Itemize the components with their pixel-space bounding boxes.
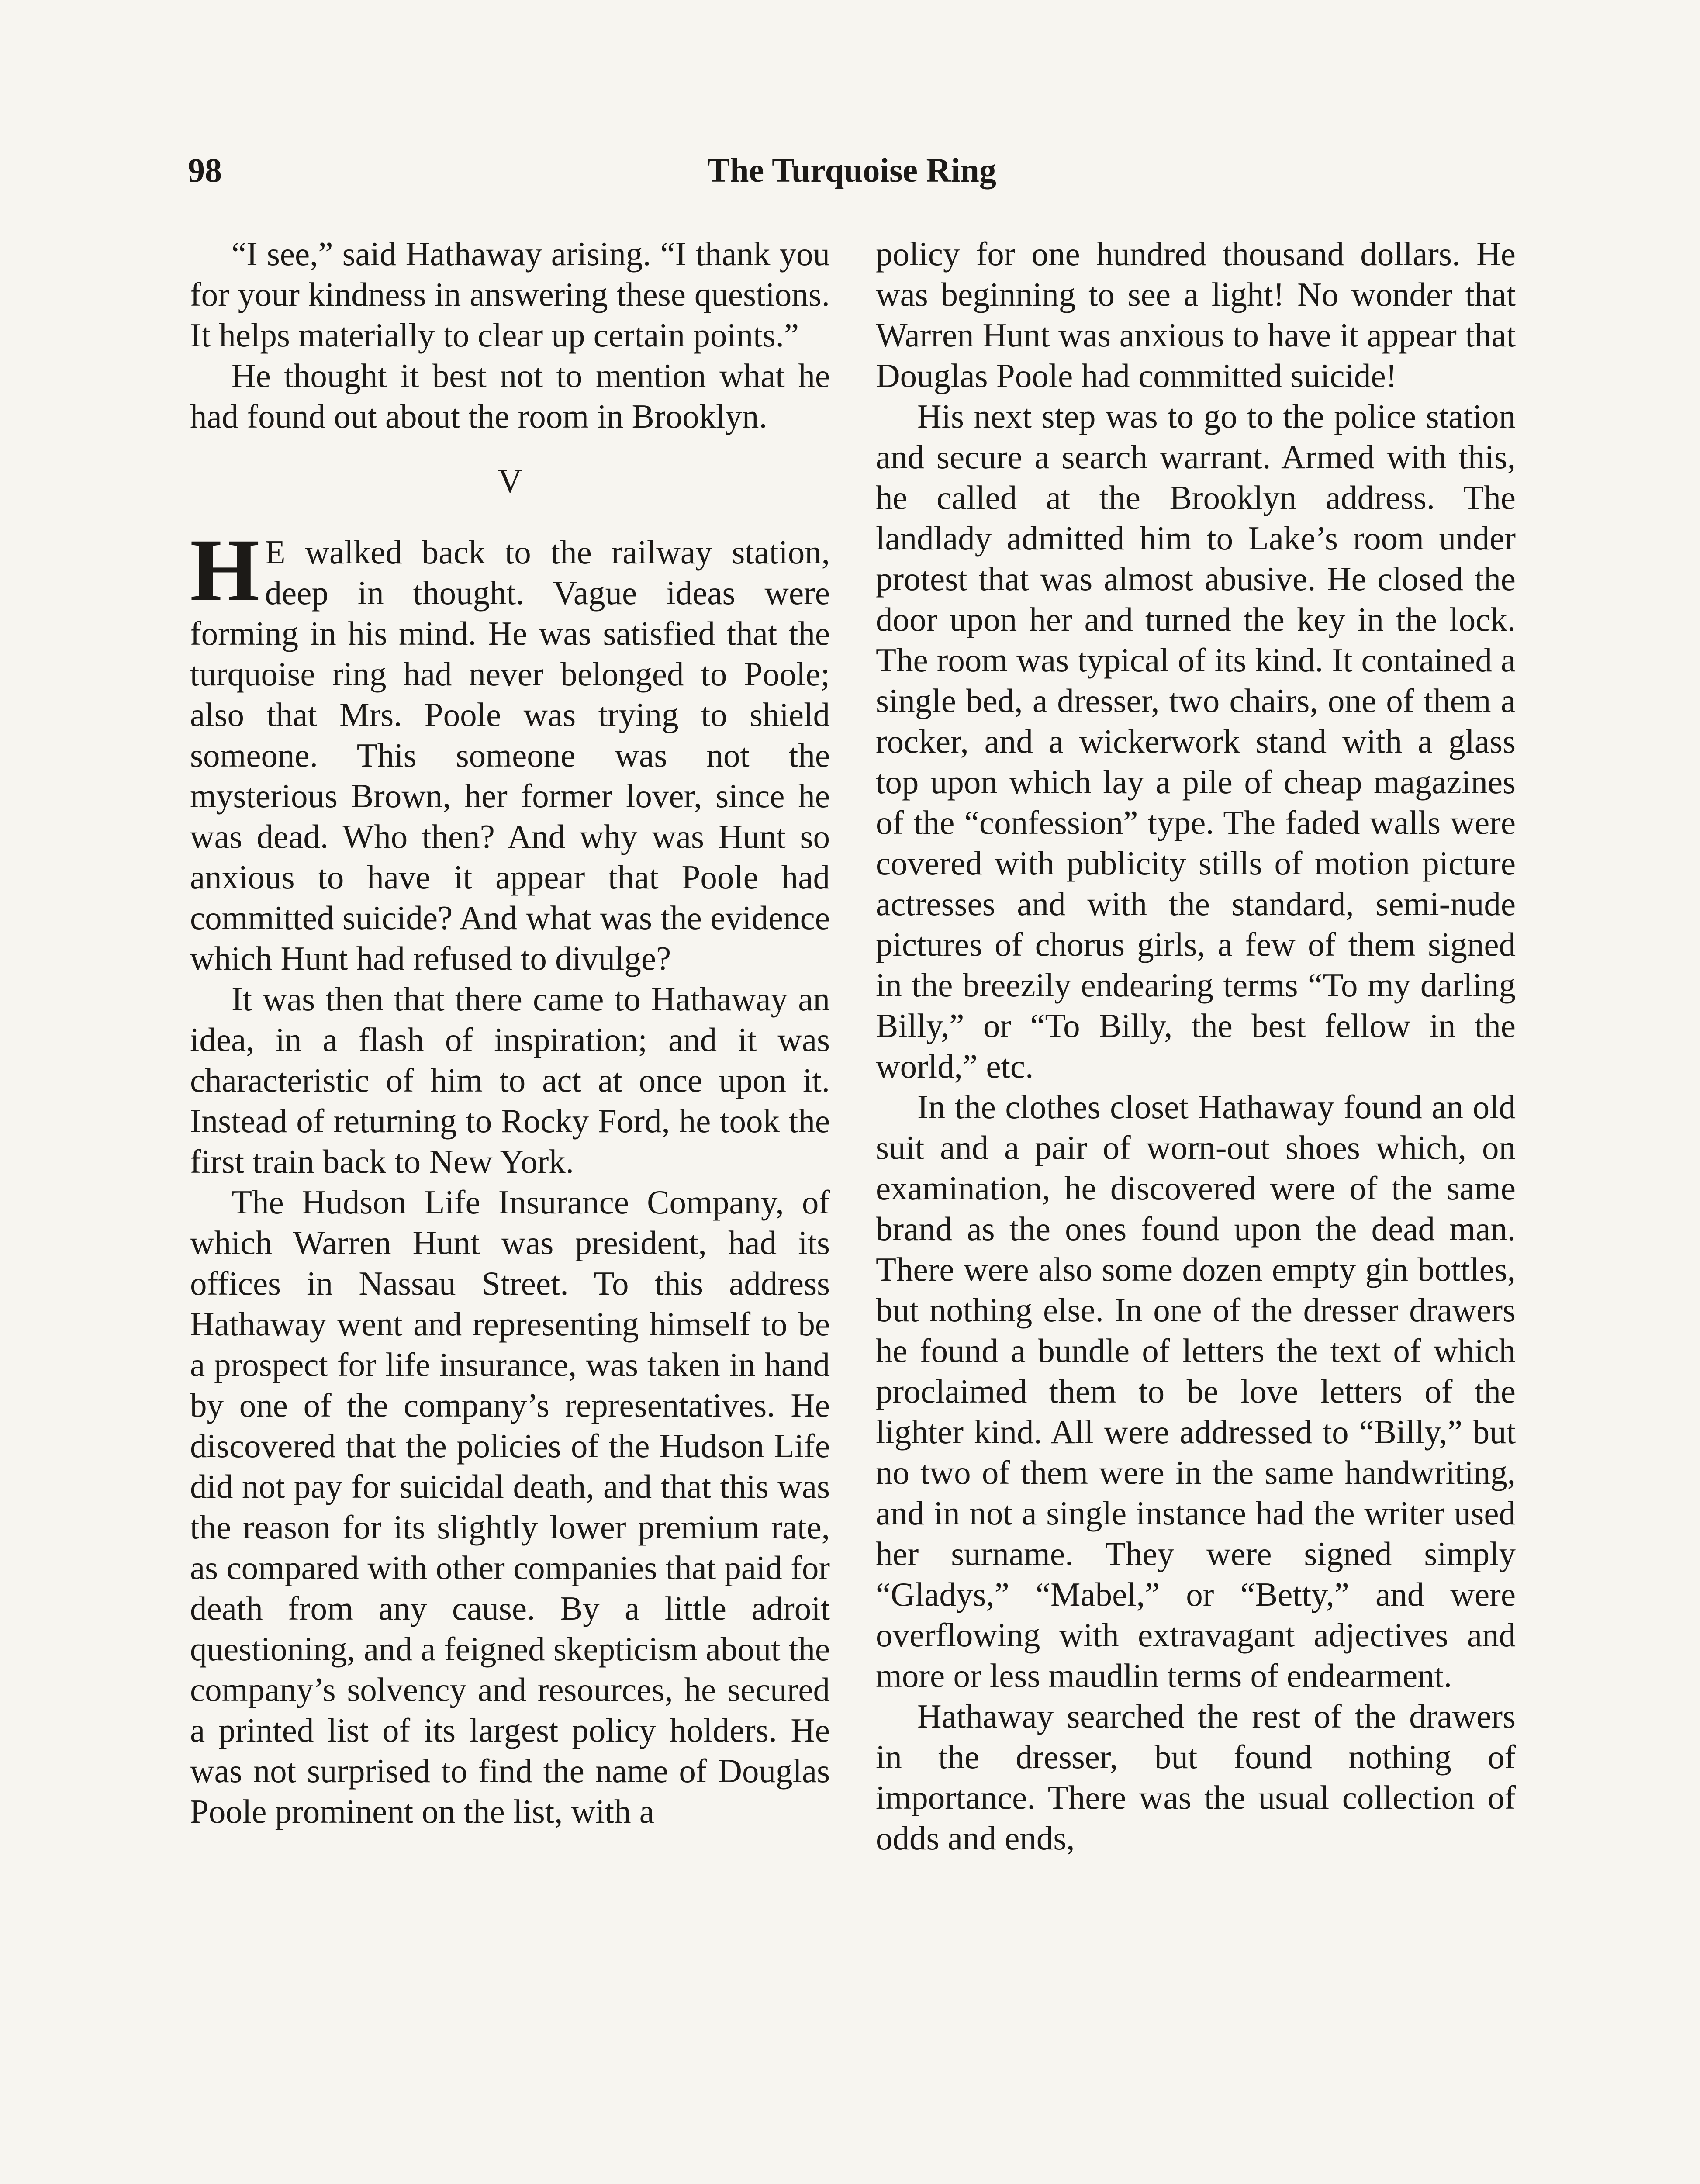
page-number: 98 <box>188 151 222 189</box>
paragraph: He thought it best not to mention what he had found out about the room in Brooklyn. <box>190 357 830 435</box>
right-column <box>876 234 1516 1859</box>
continued-paragraph: policy for one hundred thousand dollars. He was beginning to see a light! No wonder that Warren Hunt was anxious to have it appear that Douglas Poole had committed suicide! <box>876 235 1516 394</box>
drop-cap: H <box>190 521 260 620</box>
running-head <box>188 144 1516 197</box>
running-title: The Turquoise Ring <box>707 151 996 189</box>
paragraph: His next step was to go to the police station and secure a search warrant. Armed with this, he called at the Brooklyn address. The landlady admitted him to Lake’s room under protest that was almost abusive. He closed the door upon her and turned the key in the lock. The room was typical of its kind. It contained a single bed, a dresser, two chairs, one of them a rocker, and a wickerwork stand with a glass top upon which lay a pile of cheap magazines of the “confession” type. The faded walls were covered with publicity stills of motion picture actresses and with the standard, semi-nude pictures of chorus girls, a few of them signed in the breezily endearing terms “To my darling Billy,” or “To Billy, the best fellow in the world,” etc. <box>876 397 1516 1085</box>
left-column <box>190 234 830 1832</box>
paragraph: Hathaway searched the rest of the drawers in the dresser, but found nothing of importance. There was the usual collection of odds and ends, <box>876 1697 1516 1857</box>
opening-paragraph-text: E walked back to the railway station, deep in thought. Vague ideas were forming in his mind. He was satisfied that the turquoise ring had never belonged to Poole; also that Mrs. Poole was trying to shield someone. This someone was not the mysterious Brown, her former lover, since he was dead. Who then? And why was Hunt so anxious to have it appear that Poole had committed suicide? And what was the evidence which Hunt had refused to divulge? <box>190 533 830 977</box>
paragraph: In the clothes closet Hathaway found an old suit and a pair of worn-out shoes which, on examination, he discovered were of the same brand as the ones found upon the dead man. There were also some dozen empty gin bottles, but nothing else. In one of the dresser drawers he found a bundle of letters the text of which proclaimed them to be love letters of the lighter kind. All were addressed to “Billy,” but no two of them were in the same handwriting, and in not a single instance had the writer used her surname. They were signed simply “Gladys,” “Mabel,” or “Betty,” and were overflowing with extravagant adjectives and more or less maudlin terms of endearment. <box>876 1088 1516 1694</box>
paragraph: “I see,” said Hathaway arising. “I thank you for your kindness in answering these questions. It helps materially to clear up certain points.” <box>190 235 830 354</box>
section-number: V <box>498 462 522 500</box>
paragraph: The Hudson Life Insurance Company, of which Warren Hunt was president, had its offices in Nassau Street. To this address Hathaway went and representing himself to be a prospect for life insurance, was taken in hand by one of the company’s representatives. He discovered that the policies of the Hudson Life did not pay for suicidal death, and that this was the reason for its slightly lower premium rate, as compared with other companies that paid for death from any cause. By a little adroit questioning, and a feigned skepticism about the company’s solvency and resources, he secured a printed list of its largest policy holders. He was not surprised to find the name of Douglas Poole prominent on the list, with a <box>190 1183 830 1830</box>
paragraph: It was then that there came to Hathaway an idea, in a flash of inspiration; and it was characteristic of him to act at once upon it. Instead of returning to Rocky Ford, he took the first train back to New York. <box>190 980 830 1180</box>
opening-paragraph <box>190 521 830 979</box>
